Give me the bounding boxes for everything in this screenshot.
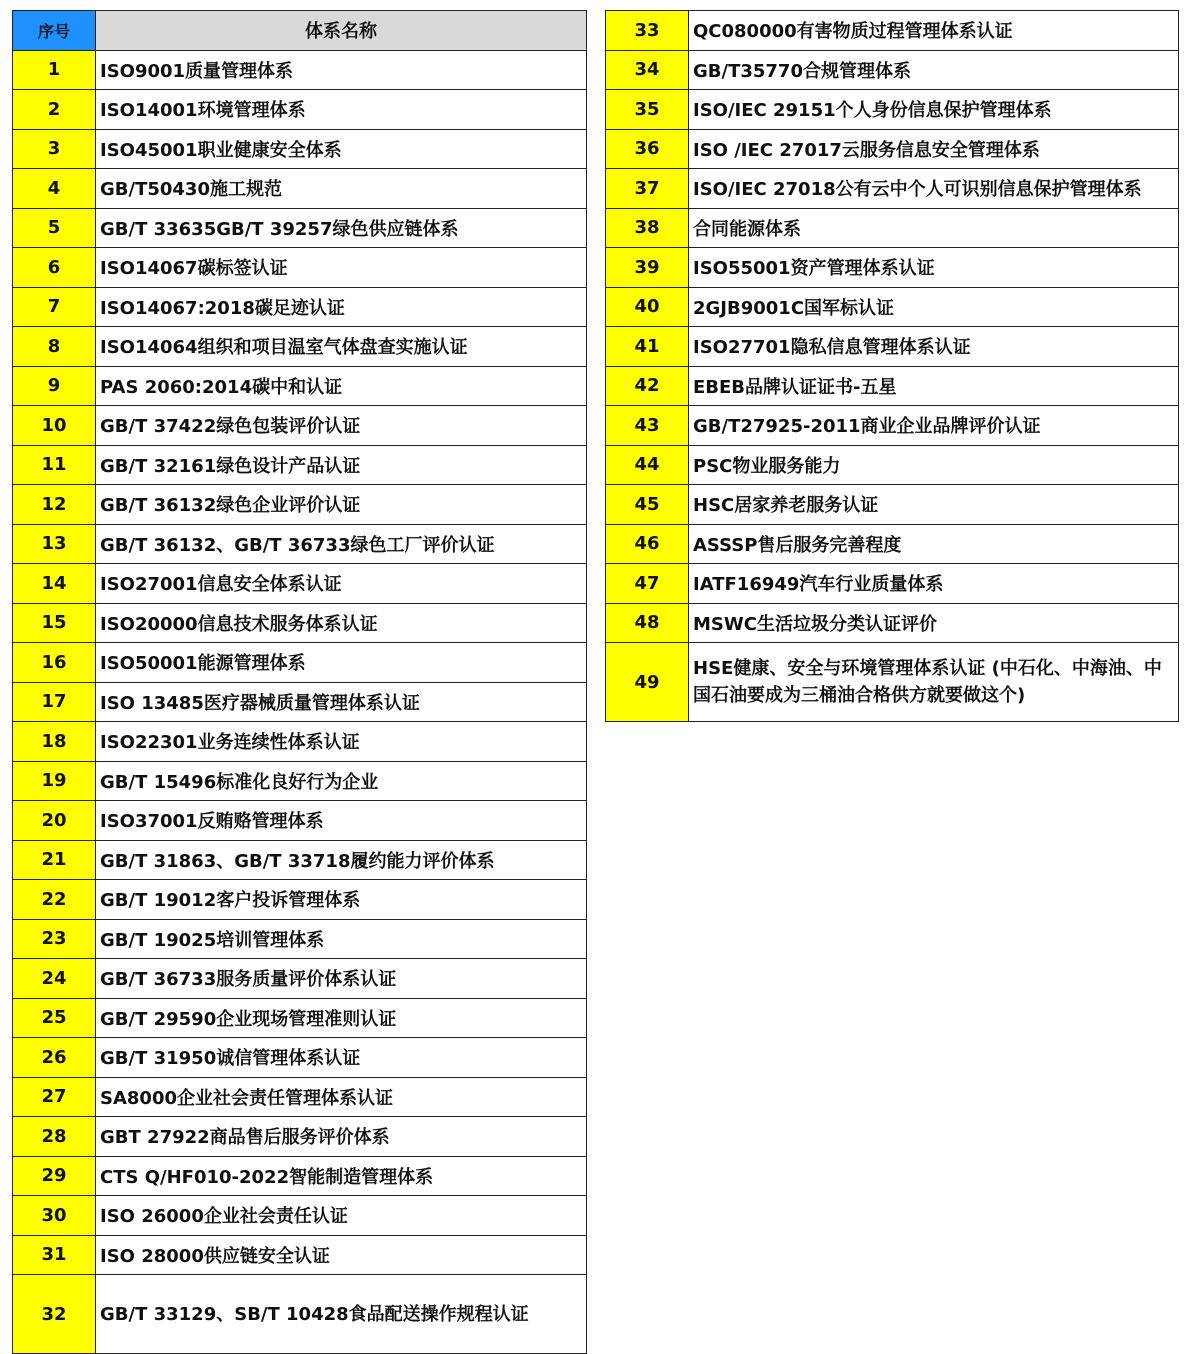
row-number: 44 (606, 445, 689, 485)
row-number: 32 (13, 1275, 96, 1354)
system-name: HSC居家养老服务认证 (689, 485, 1179, 525)
row-number: 30 (13, 1196, 96, 1236)
table-row (606, 129, 1179, 169)
system-name: ISO55001资产管理体系认证 (689, 248, 1179, 288)
system-name: MSWC生活垃圾分类认证评价 (689, 603, 1179, 643)
row-number: 23 (13, 919, 96, 959)
certification-table-left (12, 10, 587, 1354)
row-number: 26 (13, 1038, 96, 1078)
table-row (13, 1156, 587, 1196)
table-row (606, 208, 1179, 248)
table-row (13, 998, 587, 1038)
table-row (13, 1196, 587, 1236)
table-row (606, 524, 1179, 564)
table-row (606, 248, 1179, 288)
system-name: ISO14067碳标签认证 (96, 248, 587, 288)
system-name: GB/T 31863、GB/T 33718履约能力评价体系 (96, 840, 587, 880)
system-name: ISO/IEC 29151个人身份信息保护管理体系 (689, 90, 1179, 130)
system-name: GB/T 36733服务质量评价体系认证 (96, 959, 587, 999)
system-name: ISO37001反贿赂管理体系 (96, 801, 587, 841)
row-number: 34 (606, 50, 689, 90)
row-number: 31 (13, 1235, 96, 1275)
row-number: 48 (606, 603, 689, 643)
row-number: 35 (606, 90, 689, 130)
system-name: ISO 28000供应链安全认证 (96, 1235, 587, 1275)
table-row (13, 406, 587, 446)
table-row (13, 1077, 587, 1117)
system-name: ISO/IEC 27018公有云中个人可识别信息保护管理体系 (689, 169, 1179, 209)
system-name: GB/T 19012客户投诉管理体系 (96, 880, 587, 920)
row-number: 21 (13, 840, 96, 880)
table-row (13, 682, 587, 722)
system-name: ISO14064组织和项目温室气体盘查实施认证 (96, 327, 587, 367)
table-row (606, 11, 1179, 51)
row-number: 13 (13, 524, 96, 564)
row-number: 43 (606, 406, 689, 446)
row-number: 46 (606, 524, 689, 564)
table-row (13, 722, 587, 762)
system-name: GBT 27922商品售后服务评价体系 (96, 1117, 587, 1157)
system-name: PAS 2060:2014碳中和认证 (96, 366, 587, 406)
table-row (13, 129, 587, 169)
system-name: EBEB品牌认证证书-五星 (689, 366, 1179, 406)
table-row (13, 603, 587, 643)
system-name: ISO50001能源管理体系 (96, 643, 587, 683)
system-name: 合同能源体系 (689, 208, 1179, 248)
row-number: 5 (13, 208, 96, 248)
system-name: QC080000有害物质过程管理体系认证 (689, 11, 1179, 51)
row-number: 4 (13, 169, 96, 209)
table-row (606, 564, 1179, 604)
row-number: 29 (13, 1156, 96, 1196)
system-name: GB/T 33635GB/T 39257绿色供应链体系 (96, 208, 587, 248)
system-name: ISO45001职业健康安全体系 (96, 129, 587, 169)
header-name: 体系名称 (96, 11, 587, 51)
system-name: GB/T 36132、GB/T 36733绿色工厂评价认证 (96, 524, 587, 564)
table-row (13, 366, 587, 406)
table-row (606, 50, 1179, 90)
row-number: 1 (13, 50, 96, 90)
table-row (13, 761, 587, 801)
system-name: ISO 13485医疗器械质量管理体系认证 (96, 682, 587, 722)
system-name: PSC物业服务能力 (689, 445, 1179, 485)
row-number: 17 (13, 682, 96, 722)
table-row (606, 406, 1179, 446)
row-number: 42 (606, 366, 689, 406)
system-name: ASSSP售后服务完善程度 (689, 524, 1179, 564)
table-row (606, 603, 1179, 643)
system-name: GB/T 36132绿色企业评价认证 (96, 485, 587, 525)
system-name: GB/T 19025培训管理体系 (96, 919, 587, 959)
table-header-row (13, 11, 587, 51)
table-row (606, 169, 1179, 209)
row-number: 7 (13, 287, 96, 327)
system-name: CTS Q/HF010-2022智能制造管理体系 (96, 1156, 587, 1196)
system-name: SA8000企业社会责任管理体系认证 (96, 1077, 587, 1117)
row-number: 12 (13, 485, 96, 525)
table-row (13, 919, 587, 959)
row-number: 2 (13, 90, 96, 130)
system-name: GB/T 33129、SB/T 10428食品配送操作规程认证 (96, 1275, 587, 1354)
row-number: 16 (13, 643, 96, 683)
system-name: GB/T 32161绿色设计产品认证 (96, 445, 587, 485)
row-number: 14 (13, 564, 96, 604)
table-row (13, 248, 587, 288)
table-row (13, 959, 587, 999)
row-number: 9 (13, 366, 96, 406)
row-number: 38 (606, 208, 689, 248)
row-number: 24 (13, 959, 96, 999)
table-row (13, 50, 587, 90)
system-name: ISO20000信息技术服务体系认证 (96, 603, 587, 643)
row-number: 8 (13, 327, 96, 367)
system-name: GB/T 31950诚信管理体系认证 (96, 1038, 587, 1078)
system-name: GB/T 37422绿色包装评价认证 (96, 406, 587, 446)
system-name: ISO27701隐私信息管理体系认证 (689, 327, 1179, 367)
row-number: 27 (13, 1077, 96, 1117)
table-row (13, 169, 587, 209)
system-name: ISO22301业务连续性体系认证 (96, 722, 587, 762)
header-number: 序号 (13, 11, 96, 51)
system-name: ISO 26000企业社会责任认证 (96, 1196, 587, 1236)
row-number: 45 (606, 485, 689, 525)
system-name: GB/T 15496标准化良好行为企业 (96, 761, 587, 801)
row-number: 33 (606, 11, 689, 51)
table-row (13, 1275, 587, 1354)
row-number: 20 (13, 801, 96, 841)
table-row (606, 485, 1179, 525)
system-name: ISO27001信息安全体系认证 (96, 564, 587, 604)
system-name: 2GJB9001C国军标认证 (689, 287, 1179, 327)
system-name: GB/T 29590企业现场管理准则认证 (96, 998, 587, 1038)
table-row (606, 90, 1179, 130)
table-row (13, 1117, 587, 1157)
row-number: 18 (13, 722, 96, 762)
row-number: 15 (13, 603, 96, 643)
system-name: ISO9001质量管理体系 (96, 50, 587, 90)
row-number: 36 (606, 129, 689, 169)
table-row (606, 366, 1179, 406)
table-row (13, 801, 587, 841)
table-row (606, 643, 1179, 722)
system-name: GB/T50430施工规范 (96, 169, 587, 209)
system-name: ISO14067:2018碳足迹认证 (96, 287, 587, 327)
row-number: 11 (13, 445, 96, 485)
table-row (13, 880, 587, 920)
table-row (606, 327, 1179, 367)
row-number: 28 (13, 1117, 96, 1157)
system-name: IATF16949汽车行业质量体系 (689, 564, 1179, 604)
table-row (606, 445, 1179, 485)
row-number: 19 (13, 761, 96, 801)
system-name: ISO /IEC 27017云服务信息安全管理体系 (689, 129, 1179, 169)
row-number: 25 (13, 998, 96, 1038)
system-name: GB/T35770合规管理体系 (689, 50, 1179, 90)
table-row (13, 840, 587, 880)
table-row (13, 287, 587, 327)
table-row (13, 485, 587, 525)
row-number: 10 (13, 406, 96, 446)
row-number: 37 (606, 169, 689, 209)
row-number: 39 (606, 248, 689, 288)
table-row (13, 327, 587, 367)
table-row (13, 643, 587, 683)
system-name: ISO14001环境管理体系 (96, 90, 587, 130)
row-number: 41 (606, 327, 689, 367)
row-number: 6 (13, 248, 96, 288)
certification-table-right (605, 10, 1179, 722)
table-row (13, 1235, 587, 1275)
row-number: 47 (606, 564, 689, 604)
row-number: 49 (606, 643, 689, 722)
table-row (13, 564, 587, 604)
table-row (13, 90, 587, 130)
row-number: 22 (13, 880, 96, 920)
table-row (606, 287, 1179, 327)
table-row (13, 1038, 587, 1078)
row-number: 3 (13, 129, 96, 169)
system-name: HSE健康、安全与环境管理体系认证 (中石化、中海油、中国石油要成为三桶油合格供方就要做这个) (689, 643, 1179, 722)
row-number: 40 (606, 287, 689, 327)
table-row (13, 445, 587, 485)
table-row (13, 208, 587, 248)
system-name: GB/T27925-2011商业企业品牌评价认证 (689, 406, 1179, 446)
table-row (13, 524, 587, 564)
